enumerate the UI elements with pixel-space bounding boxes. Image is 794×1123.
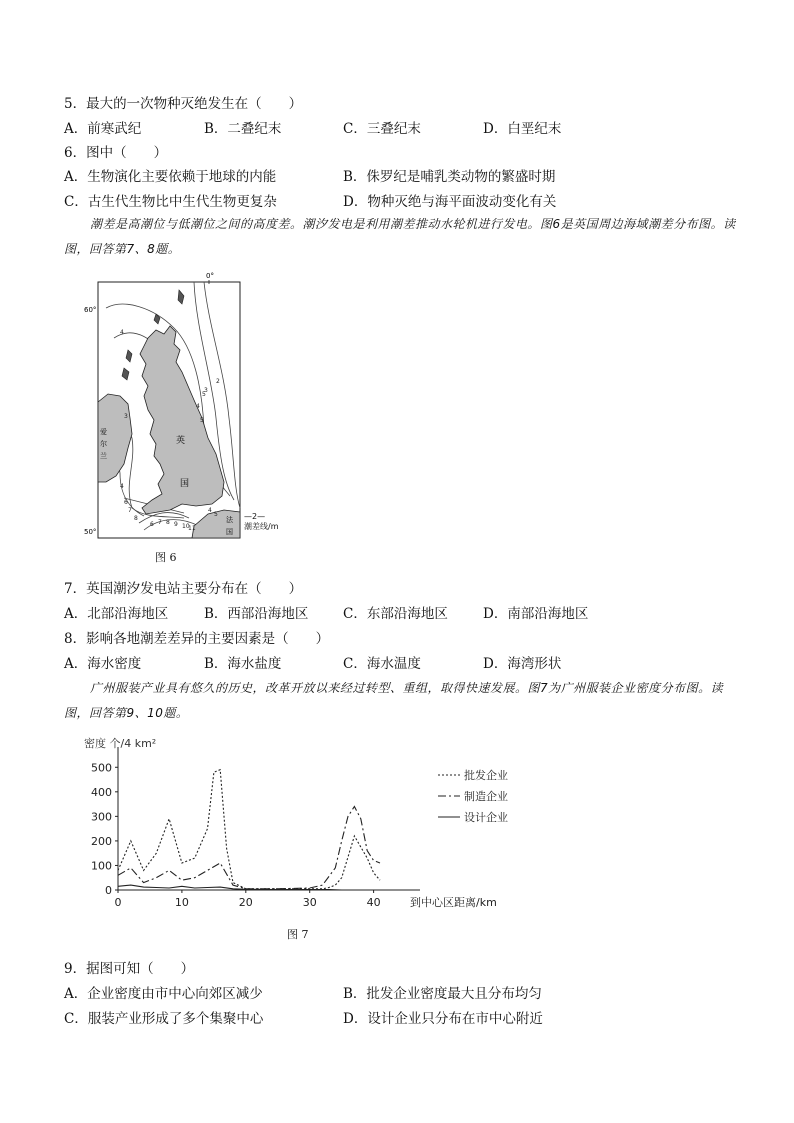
france-label-1: 法	[226, 516, 233, 524]
ireland-label-3: 兰	[100, 452, 107, 460]
y-tick-label: 200	[91, 834, 112, 848]
garment-density-chart-svg	[80, 735, 520, 920]
passage-garment: 广州服装产业具有悠久的历史，改革开放以来经过转型、重组，取得快速发展。图7为广州服装企业密度分布图。读图，回答第9、10题。	[64, 681, 724, 720]
q9-option-c: C．服装产业形成了多个集聚中心	[64, 1011, 264, 1027]
svg-text:2: 2	[216, 378, 220, 385]
x-tick-label: 40	[366, 896, 381, 909]
meridian-label: 0°	[206, 272, 214, 280]
uk-label-1: 英	[176, 436, 186, 446]
uk-label-2: 国	[180, 479, 190, 489]
svg-text:9: 9	[174, 521, 178, 528]
svg-text:3: 3	[124, 413, 128, 420]
svg-text:8: 8	[166, 519, 170, 526]
svg-text:10: 10	[182, 523, 190, 530]
q7-stem: 7．英国潮汐发电站主要分布在（ ）	[64, 581, 303, 597]
svg-text:5: 5	[200, 417, 204, 424]
q8-stem: 8．影响各地潮差差异的主要因素是（ ）	[64, 631, 330, 647]
x-tick-label: 30	[302, 896, 317, 909]
y-tick-label: 400	[91, 785, 112, 799]
svg-text:5: 5	[202, 391, 206, 398]
q6-option-c: C．古生代生物比中生代生物更复杂	[64, 194, 277, 210]
q9-option-b: B．批发企业密度最大且分布均匀	[343, 986, 542, 1002]
garment-density-chart	[80, 735, 520, 920]
q8-option-c: C．海水温度	[343, 656, 421, 672]
x-axis-label: 到中心区距离/km	[410, 896, 497, 909]
q7-option-d: D．南部沿海地区	[483, 606, 589, 622]
legend-label-1: 制造企业	[464, 790, 508, 803]
figure-7-caption: 图 7	[287, 928, 309, 941]
ireland-label-1: 爱	[100, 428, 107, 436]
q9-stem: 9．据图可知（ ）	[64, 961, 195, 977]
svg-text:8: 8	[134, 515, 138, 522]
q7-option-c: C．东部沿海地区	[343, 606, 448, 622]
legend-label-0: 批发企业	[464, 769, 508, 782]
q8-option-a: A．海水密度	[64, 656, 142, 672]
y-tick-label: 0	[105, 884, 112, 897]
svg-text:3: 3	[204, 387, 208, 394]
q9-option-a: A．企业密度由市中心向郊区减少	[64, 986, 263, 1002]
series-line-2	[118, 885, 342, 890]
svg-text:4: 4	[196, 403, 200, 410]
q5-stem: 5．最大的一次物种灭绝发生在（ ）	[64, 96, 303, 112]
map-legend: —2— 潮差线/m	[244, 512, 304, 532]
x-tick-label: 0	[114, 896, 122, 909]
q9-option-d: D．设计企业只分布在市中心附近	[343, 1011, 543, 1027]
svg-text:11: 11	[188, 525, 196, 532]
figure-6-caption: 图 6	[155, 551, 177, 564]
q5-option-a: A．前寒武纪	[64, 121, 142, 137]
q6-option-a: A．生物演化主要依赖于地球的内能	[64, 169, 277, 185]
x-tick-label: 10	[174, 896, 189, 909]
legend-label-2: 设计企业	[464, 811, 508, 824]
svg-text:6: 6	[124, 499, 128, 506]
q8-option-b: B．海水盐度	[204, 656, 282, 672]
svg-text:6: 6	[150, 521, 154, 528]
series-line-0	[118, 770, 380, 889]
uk-tidal-map	[84, 268, 284, 548]
y-axis-label: 密度 个/4 km²	[84, 737, 157, 750]
x-tick-label: 20	[238, 896, 253, 909]
y-tick-label: 300	[91, 810, 112, 824]
q6-stem: 6．图中（ ）	[64, 145, 168, 161]
q6-option-d: D．物种灭绝与海平面波动变化有关	[343, 194, 557, 210]
q8-option-d: D．海湾形状	[483, 656, 562, 672]
uk-tidal-map-svg	[84, 268, 284, 548]
q5-option-d: D．白垩纪末	[483, 121, 562, 137]
svg-text:7: 7	[128, 507, 132, 514]
lat-50-label: 50°	[84, 528, 97, 536]
q5-option-b: B．二叠纪末	[204, 121, 282, 137]
svg-text:4: 4	[120, 483, 124, 490]
series-line-1	[118, 807, 380, 889]
q5-option-c: C．三叠纪末	[343, 121, 421, 137]
passage-tidal: 潮差是高潮位与低潮位之间的高度差。潮汐发电是利用潮差推动水轮机进行发电。图6是英国周边海域潮差分布图。读图，回答第7、8题。	[64, 217, 736, 256]
lat-60-label: 60°	[84, 306, 97, 314]
legend-text: 潮差线/m	[244, 522, 279, 531]
svg-text:5: 5	[214, 511, 218, 518]
svg-text:4: 4	[208, 507, 212, 514]
q6-option-b: B．侏罗纪是哺乳类动物的繁盛时期	[343, 169, 556, 185]
y-tick-label: 500	[91, 761, 112, 775]
q7-option-a: A．北部沿海地区	[64, 606, 169, 622]
ireland-label-2: 尔	[100, 440, 107, 448]
svg-text:7: 7	[158, 519, 162, 526]
y-tick-label: 100	[91, 859, 112, 873]
legend-number: 2	[252, 512, 258, 521]
q7-option-b: B．西部沿海地区	[204, 606, 309, 622]
svg-text:4: 4	[120, 329, 124, 336]
france-label-2: 国	[226, 528, 233, 536]
